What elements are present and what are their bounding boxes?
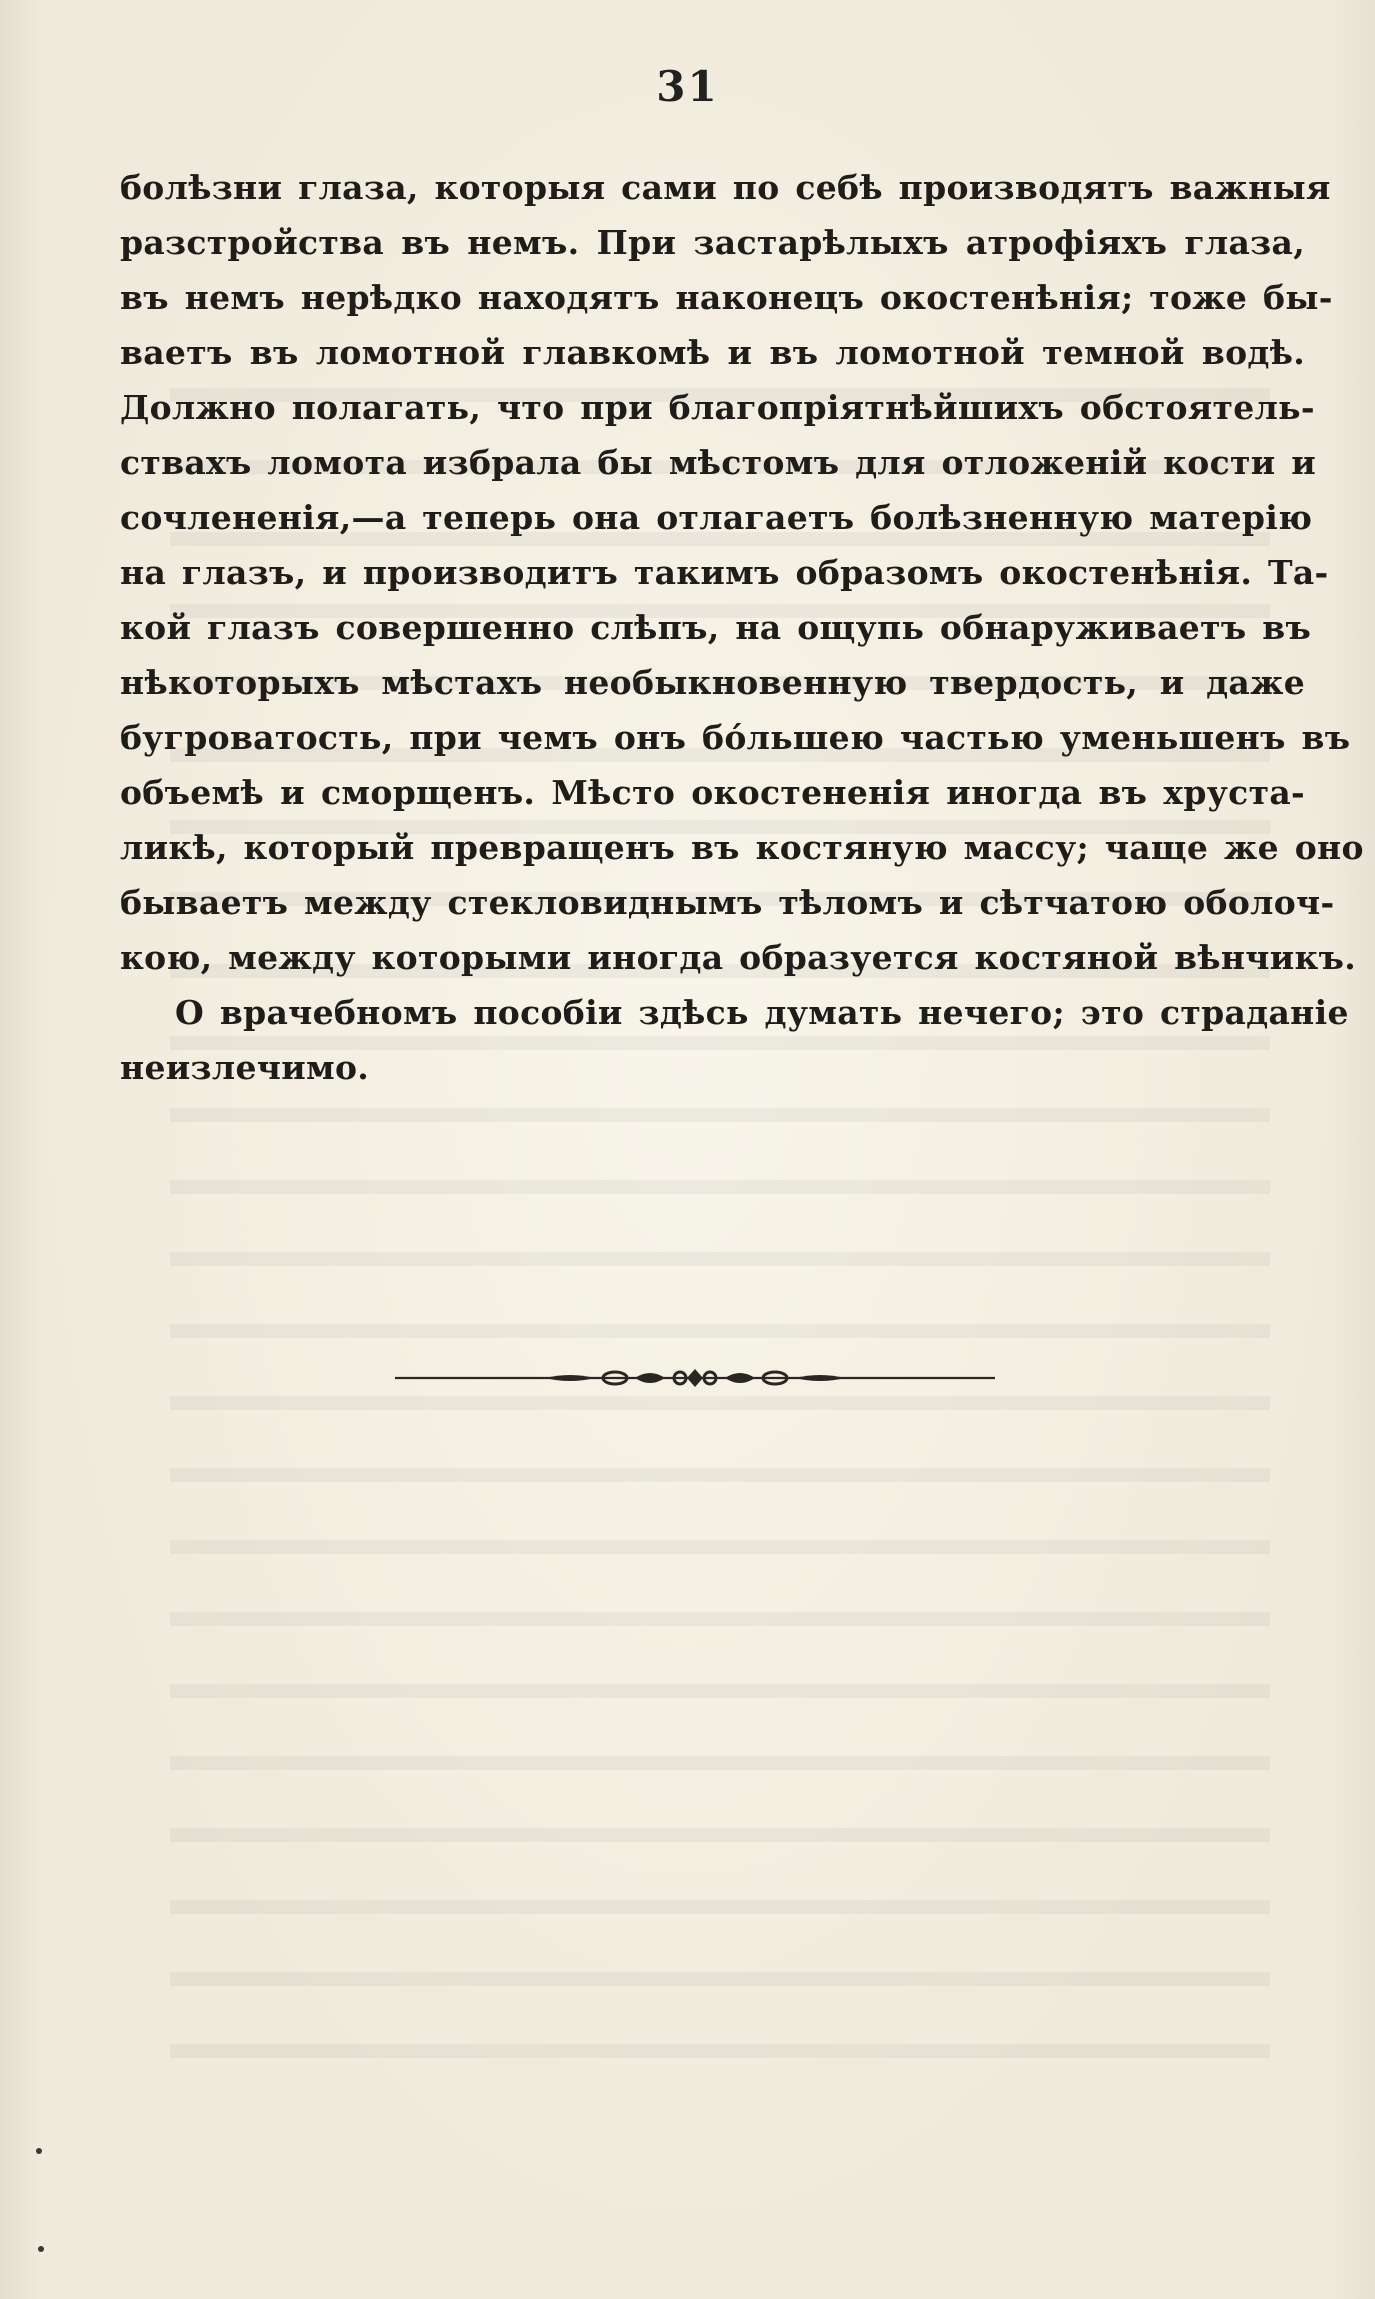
text-line: сочлененія,—а теперь она отлагаетъ болѣзненную матерію [120,498,1313,537]
text-line: бываетъ между стекловиднымъ тѣломъ и сѣтчатою оболоч- [120,883,1335,922]
text-line: О врачебномъ пособіи здѣсь думать нечего; это страданіе [175,993,1349,1032]
ornament-rule-icon [395,1364,995,1392]
body-text [120,160,1364,1095]
text-line: кой глазъ совершенно слѣпъ, на ощупь обнаруживаетъ въ [120,608,1312,647]
page-number: 31 [656,62,719,111]
text-line: неизлечимо. [120,1048,370,1087]
text-line: нѣкоторыхъ мѣстахъ необыкновенную твердость, и даже [120,663,1305,702]
text-line: кою, между которыми иногда образуется костяной вѣнчикъ. [120,938,1357,977]
text-line: ликѣ, который превращенъ въ костяную массу; чаще же оно [120,828,1364,867]
text-line: въ немъ нерѣдко находятъ наконецъ окостенѣнія; тоже бы- [120,278,1333,317]
text-line: бугроватость, при чемъ онъ бо́льшею частью уменьшенъ въ [120,718,1351,757]
text-line: разстройства въ немъ. При застарѣлыхъ атрофіяхъ глаза, [120,223,1305,262]
ink-speck [36,2148,42,2154]
text-line: Должно полагать, что при благопріятнѣйшихъ обстоятель- [120,388,1315,427]
text-line: на глазъ, и производитъ такимъ образомъ окостенѣнія. Та- [120,553,1329,592]
text-line: ваетъ въ ломотной главкомѣ и въ ломотной темной водѣ. [120,333,1305,372]
text-line: объемѣ и сморщенъ. Мѣсто окостененія иногда въ хруста- [120,773,1305,812]
text-line: болѣзни глаза, которыя сами по себѣ производятъ важныя [120,168,1331,207]
ink-speck [38,2246,44,2252]
text-line: ствахъ ломота избрала бы мѣстомъ для отложеній кости и [120,443,1317,482]
